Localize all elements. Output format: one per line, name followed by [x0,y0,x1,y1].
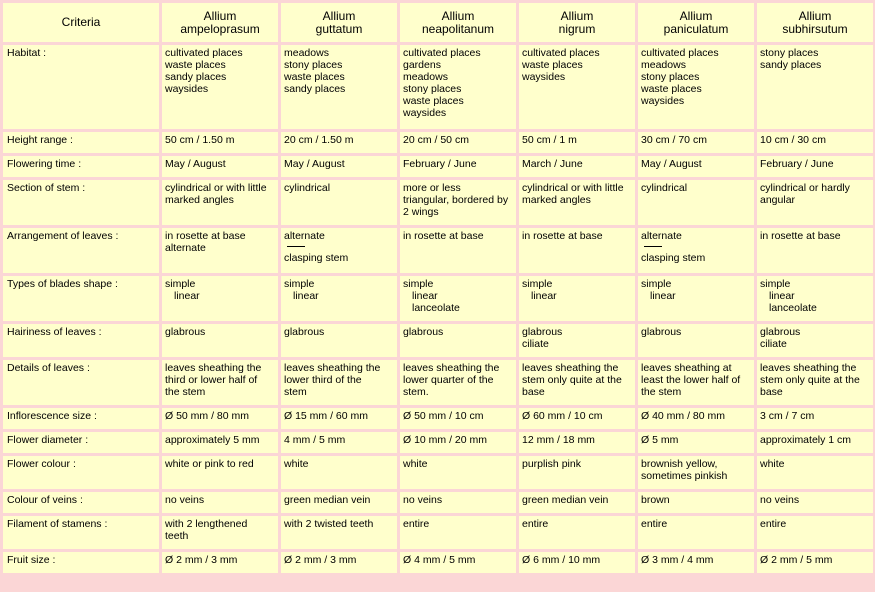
cell-line: marked angles [522,194,591,206]
table-cell [638,360,754,405]
cell-line: clasping stem [284,252,349,264]
cell-line: leaves sheathing the [522,362,619,374]
cell-line: stony places [284,59,343,71]
cell-line: white [403,458,428,470]
table-row [3,276,873,321]
table-body [3,45,873,573]
cell-line: cylindrical [284,182,331,194]
cell-line: gardens [403,59,441,71]
cell-line: May / August [641,158,702,170]
cell-line: leaves sheathing the [403,362,500,374]
cell-line: sandy places [760,59,822,71]
table-cell [638,492,754,513]
table-cell [400,492,516,513]
cell-line: stem. [403,386,429,398]
cell-line: alternate [641,230,682,242]
table-cell [757,324,873,357]
cell-line: third or lower half of [165,374,258,386]
cell-line: brown [641,494,670,506]
cell-line: meadows [284,47,329,59]
cell-line: base [522,386,545,398]
table-cell [638,516,754,549]
cell-line: marked angles [165,194,234,206]
table-row [3,156,873,177]
table-cell [162,324,278,357]
table-cell [281,156,397,177]
table-cell [400,276,516,321]
cell-line: angular [760,194,796,206]
cell-line: the stem [641,386,682,398]
table-cell [281,180,397,225]
cell-line: with 2 lengthened [165,518,248,530]
cell-line: in rosette at base [165,230,246,242]
table-cell [638,456,754,489]
criteria-label: Flower diameter : [3,432,159,453]
genus-label: Allium [798,8,832,23]
cell-line: alternate [284,230,325,242]
cell-line: white [284,458,309,470]
cell-line: green median vein [522,494,609,506]
cell-line: simple [760,278,791,290]
species-header [638,3,754,42]
cell-line: sandy places [284,83,346,95]
species-label: ampeloprasum [180,21,260,36]
table-cell [519,360,635,405]
cell-line: no veins [760,494,800,506]
cell-line: glabrous [760,326,801,338]
table-cell [281,324,397,357]
cell-line: linear [531,290,557,302]
cell-line: Ø 2 mm / 3 mm [165,554,238,566]
cell-line: 12 mm / 18 mm [522,434,595,446]
criteria-label: Hairiness of leaves : [3,324,159,357]
cell-line: glabrous [403,326,444,338]
cell-line: Ø 60 mm / 10 cm [522,410,603,422]
cell-line: with 2 twisted teeth [284,518,374,530]
criteria-label: Details of leaves : [3,360,159,405]
table-cell [519,516,635,549]
table-cell [281,516,397,549]
cell-line: white [760,458,785,470]
cell-line: Ø 10 mm / 20 mm [403,434,488,446]
table-cell [519,180,635,225]
table-cell [400,228,516,273]
table-cell [162,132,278,153]
table-cell [519,156,635,177]
cell-line: approximately 1 cm [760,434,852,446]
cell-line: Ø 2 mm / 3 mm [284,554,357,566]
cell-line: glabrous [641,326,682,338]
species-label: subhirsutum [782,21,848,36]
cell-line: triangular, bordered by [403,194,509,206]
genus-label: Allium [441,8,475,23]
table-cell [638,432,754,453]
table-row [3,360,873,405]
cell-line: simple [522,278,553,290]
cell-line: waste places [403,95,464,107]
table-cell [281,360,397,405]
species-header [162,3,278,42]
cell-line: no veins [165,494,205,506]
species-header [400,3,516,42]
cell-line: in rosette at base [403,230,484,242]
table-cell [400,360,516,405]
table-cell [162,456,278,489]
table-cell [281,432,397,453]
table-cell [281,45,397,129]
cell-line: sandy places [165,71,227,83]
cell-line: the stem [165,386,206,398]
cell-line: Ø 4 mm / 5 mm [403,554,476,566]
dash-separator [644,246,662,247]
cell-line: meadows [641,59,686,71]
cell-line: purplish pink [522,458,581,470]
criteria-label: Height range : [3,132,159,153]
cell-line: waysides [641,95,685,107]
cell-line: May / August [165,158,226,170]
cell-line: lower third of the [284,374,362,386]
cell-line: cylindrical or hardly [760,182,850,194]
table-cell [519,276,635,321]
table-cell [400,516,516,549]
table-cell [757,45,873,129]
cell-line: 50 cm / 1 m [522,134,577,146]
cell-line: cylindrical [641,182,688,194]
table-cell [400,180,516,225]
table-cell [519,432,635,453]
table-cell [162,516,278,549]
cell-line: March / June [522,158,583,170]
table-cell [638,552,754,573]
cell-line: 20 cm / 50 cm [403,134,469,146]
cell-line: glabrous [284,326,325,338]
table-cell [281,456,397,489]
cell-line: Ø 6 mm / 10 mm [522,554,601,566]
dash-separator [287,246,305,247]
table-cell [638,45,754,129]
species-label: guttatum [315,21,363,36]
table-cell [519,132,635,153]
cell-line: waste places [641,83,702,95]
table-cell [400,156,516,177]
table-cell [757,156,873,177]
cell-line: glabrous [522,326,563,338]
cell-line: Ø 40 mm / 80 mm [641,410,726,422]
species-label: paniculatum [663,21,729,36]
cell-line: ciliate [522,338,549,350]
table-cell [757,456,873,489]
cell-line: stony places [641,71,700,83]
table-row [3,516,873,549]
cell-line: lanceolate [769,302,817,314]
table-cell [162,492,278,513]
table-cell [757,228,873,273]
table-row [3,132,873,153]
cell-line: Ø 3 mm / 4 mm [641,554,714,566]
cell-line: stem only quite at the [522,374,622,386]
table-cell [757,408,873,429]
table-cell [281,132,397,153]
cell-line: leaves sheathing at [641,362,732,374]
cell-line: no veins [403,494,443,506]
table-row [3,180,873,225]
cell-line: approximately 5 mm [165,434,260,446]
table-cell [757,180,873,225]
cell-line: entire [403,518,430,530]
criteria-label: Section of stem : [3,180,159,225]
criteria-label: Inflorescence size : [3,408,159,429]
table-cell [519,456,635,489]
table-cell [757,552,873,573]
table-cell [757,432,873,453]
cell-line: more or less [403,182,461,194]
cell-line: waste places [165,59,226,71]
cell-line: sometimes pinkish [641,470,728,482]
criteria-label: Filament of stamens : [3,516,159,549]
species-label: neapolitanum [421,21,495,36]
cell-line: simple [165,278,196,290]
table-cell [281,228,397,273]
cell-line: waysides [165,83,209,95]
table-row [3,228,873,273]
cell-line: leaves sheathing the [284,362,381,374]
cell-line: leaves sheathing the [760,362,857,374]
cell-line: 50 cm / 1.50 m [165,134,235,146]
cell-line: clasping stem [641,252,706,264]
cell-line: simple [641,278,672,290]
criteria-label: Arrangement of leaves : [3,228,159,273]
table-cell [162,156,278,177]
cell-line: 20 cm / 1.50 m [284,134,354,146]
table-row [3,45,873,129]
cell-line: leaves sheathing the [165,362,262,374]
cell-line: in rosette at base [760,230,841,242]
cell-line: glabrous [165,326,206,338]
table-cell [638,156,754,177]
table-cell [400,408,516,429]
cell-line: Ø 50 mm / 10 cm [403,410,484,422]
cell-line: 10 cm / 30 cm [760,134,826,146]
cell-line: green median vein [284,494,371,506]
table-cell [519,492,635,513]
cell-line: cylindrical or with little [522,182,624,194]
species-header [519,3,635,42]
table-cell [519,408,635,429]
table-cell [638,180,754,225]
table-cell [400,132,516,153]
table-cell [519,552,635,573]
criteria-label: Types of blades shape : [3,276,159,321]
cell-line: Ø 2 mm / 5 mm [760,554,833,566]
criteria-label: Fruit size : [3,552,159,573]
cell-line: waysides [522,71,566,83]
cell-line: brownish yellow, [641,458,718,470]
table-cell [281,276,397,321]
table-cell [400,324,516,357]
table-cell [757,132,873,153]
species-header [281,3,397,42]
table-row [3,324,873,357]
table-row [3,456,873,489]
cell-line: 4 mm / 5 mm [284,434,346,446]
table-row [3,408,873,429]
cell-line: waste places [284,71,345,83]
table-cell [281,492,397,513]
table-row [3,552,873,573]
table-cell [638,276,754,321]
cell-line: in rosette at base [522,230,603,242]
cell-line: 30 cm / 70 cm [641,134,707,146]
table-cell [638,324,754,357]
cell-line: white or pink to red [165,458,254,470]
table-cell [757,516,873,549]
table-cell [400,45,516,129]
cell-line: cultivated places [165,47,243,59]
cell-line: linear [412,290,438,302]
cell-line: ciliate [760,338,787,350]
criteria-label: Flowering time : [3,156,159,177]
cell-line: waste places [522,59,583,71]
cell-line: alternate [165,242,206,254]
cell-line: least the lower half of [641,374,741,386]
cell-line: 2 wings [403,206,439,218]
table-cell [757,360,873,405]
table-cell [162,360,278,405]
table-cell [519,45,635,129]
table-cell [757,276,873,321]
cell-line: lower quarter of the [403,374,494,386]
criteria-label: Habitat : [3,45,159,129]
genus-label: Allium [679,8,713,23]
cell-line: cultivated places [641,47,719,59]
criteria-header: Criteria [3,3,159,42]
cell-line: cultivated places [403,47,481,59]
cell-line: February / June [760,158,834,170]
table-cell [519,324,635,357]
cell-line: linear [650,290,676,302]
cell-line: entire [641,518,668,530]
cell-line: linear [293,290,319,302]
genus-label: Allium [322,8,356,23]
cell-line: waysides [403,107,447,119]
table-cell [162,180,278,225]
table-cell [162,432,278,453]
cell-line: cylindrical or with little [165,182,267,194]
cell-line: stony places [760,47,819,59]
header-row [3,3,873,42]
cell-line: meadows [403,71,448,83]
cell-line: linear [174,290,200,302]
cell-line: simple [284,278,315,290]
cell-line: linear [769,290,795,302]
cell-line: 3 cm / 7 cm [760,410,815,422]
cell-line: simple [403,278,434,290]
species-label: nigrum [558,21,596,36]
table-cell [757,492,873,513]
table-cell [638,228,754,273]
criteria-label: Colour of veins : [3,492,159,513]
table-cell [400,432,516,453]
cell-line: February / June [403,158,477,170]
cell-line: Ø 15 mm / 60 mm [284,410,369,422]
table-cell [519,228,635,273]
cell-line: stem only quite at the [760,374,860,386]
table-cell [281,408,397,429]
cell-line: entire [522,518,549,530]
table-cell [162,228,278,273]
table-cell [281,552,397,573]
table-row [3,492,873,513]
table-cell [400,456,516,489]
species-header [757,3,873,42]
cell-line: May / August [284,158,345,170]
cell-line: lanceolate [412,302,460,314]
table-cell [162,276,278,321]
cell-line: entire [760,518,787,530]
cell-line: stony places [403,83,462,95]
criteria-label: Flower colour : [3,456,159,489]
table-cell [162,552,278,573]
cell-line: teeth [165,530,189,542]
cell-line: base [760,386,783,398]
cell-line: cultivated places [522,47,600,59]
table-cell [638,408,754,429]
table-cell [400,552,516,573]
cell-line: stem [284,386,307,398]
table-cell [162,45,278,129]
genus-label: Allium [560,8,594,23]
cell-line: Ø 5 mm [641,434,679,446]
cell-line: Ø 50 mm / 80 mm [165,410,250,422]
table-row [3,432,873,453]
genus-label: Allium [203,8,237,23]
table-cell [638,132,754,153]
table-cell [162,408,278,429]
